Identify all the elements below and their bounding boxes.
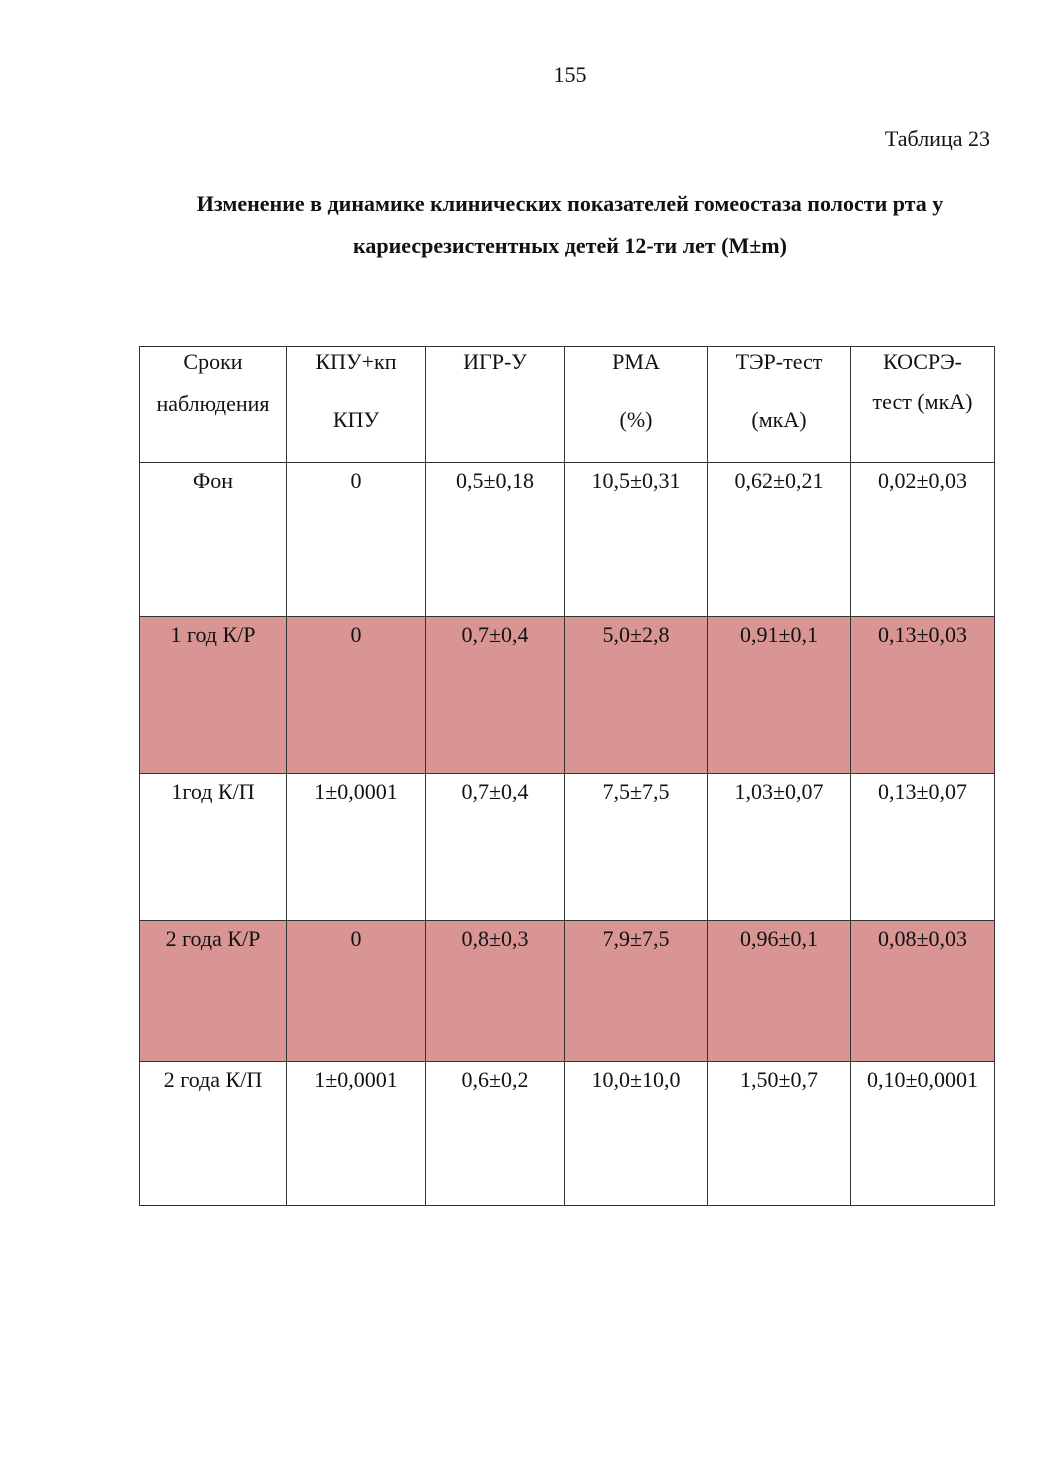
table-cell: 0,6±0,2 [426, 1062, 565, 1206]
table-cell: 1±0,0001 [287, 1062, 426, 1206]
table-cell: 10,5±0,31 [565, 463, 708, 617]
header-cell-rma: РМА (%) [565, 347, 708, 463]
table-cell: 0,62±0,21 [708, 463, 851, 617]
table-header-row [140, 347, 995, 463]
table-cell: 0,8±0,3 [426, 921, 565, 1062]
table-cell: 5,0±2,8 [565, 617, 708, 774]
table-cell: 7,5±7,5 [565, 774, 708, 921]
table-cell: 0,08±0,03 [851, 921, 995, 1062]
data-table [139, 346, 995, 1206]
table-row-highlighted [140, 921, 995, 1062]
table-cell: 1±0,0001 [287, 774, 426, 921]
table-row-highlighted [140, 617, 995, 774]
table-cell: 0,7±0,4 [426, 774, 565, 921]
table-cell: 1год К/П [140, 774, 287, 921]
table-cell: 0 [287, 921, 426, 1062]
table-cell: 0,96±0,1 [708, 921, 851, 1062]
table-cell: 1 год К/Р [140, 617, 287, 774]
table-cell: 0,10±0,0001 [851, 1062, 995, 1206]
table-cell: 0 [287, 617, 426, 774]
table-row [140, 463, 995, 617]
header-cell-ter-test: ТЭР-тест (мкА) [708, 347, 851, 463]
table-cell: 0 [287, 463, 426, 617]
table-label: Таблица 23 [884, 126, 990, 151]
table-cell: 0,13±0,03 [851, 617, 995, 774]
page-number: 155 [553, 62, 587, 87]
header-cell-kosre-test: КОСРЭ- тест (мкА) [851, 347, 995, 463]
table-cell: 7,9±7,5 [565, 921, 708, 1062]
table-title: Изменение в динамике клинических показателей гомеостаза полости рта у кариесрезистентных детей 12-ти лет (М±m) [196, 191, 944, 258]
table-row [140, 774, 995, 921]
table-cell: 2 года К/Р [140, 921, 287, 1062]
table-cell: Фон [140, 463, 287, 617]
header-cell-kpu: КПУ+кп КПУ [287, 347, 426, 463]
table-row [140, 1062, 995, 1206]
table-cell: 10,0±10,0 [565, 1062, 708, 1206]
table-cell: 0,02±0,03 [851, 463, 995, 617]
table-cell: 1,03±0,07 [708, 774, 851, 921]
header-cell-igr-u: ИГР-У [426, 347, 565, 463]
table-cell: 1,50±0,7 [708, 1062, 851, 1206]
table-cell: 2 года К/П [140, 1062, 287, 1206]
table-cell: 0,91±0,1 [708, 617, 851, 774]
table-cell: 0,13±0,07 [851, 774, 995, 921]
table-cell: 0,7±0,4 [426, 617, 565, 774]
table-cell: 0,5±0,18 [426, 463, 565, 617]
header-cell-observation-period: Сроки наблюдения [140, 347, 287, 463]
